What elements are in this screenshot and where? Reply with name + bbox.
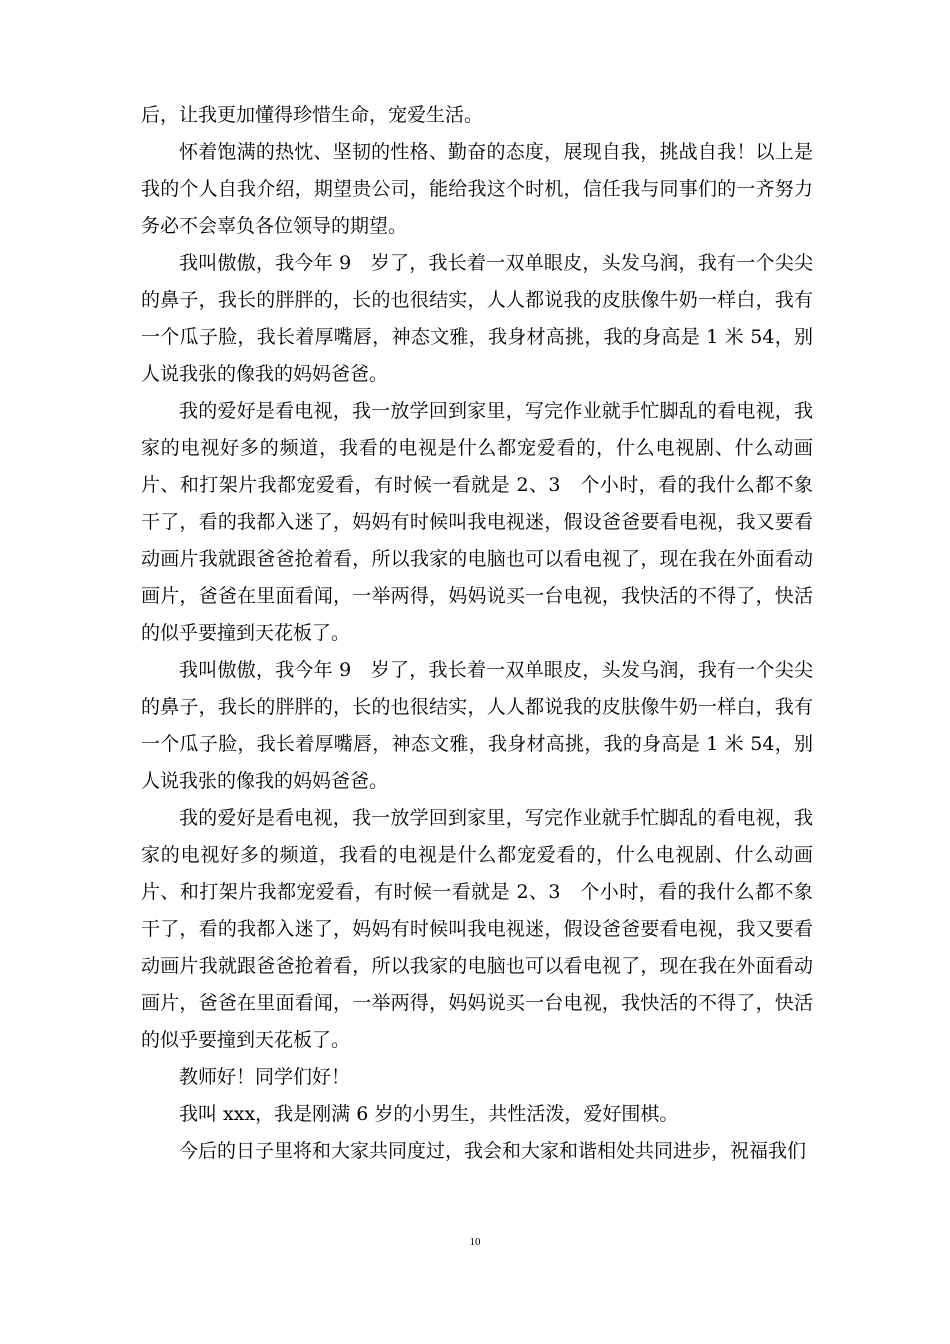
paragraph-3: 我叫傲傲，我今年 9 岁了，我长着一双单眼皮，头发乌润，我有一个尖尖的鼻子，我长的胖胖的，长的也很结实，人人都说我的皮肤像牛奶一样白，我有一个瓜子脸，我长着厚嘴唇，神态文雅，我身材高挑，我的身高是 1 米 54，别人说我张的像我的妈妈爸爸。 — [141, 252, 813, 385]
paragraph-8: 我叫 xxx，我是刚满 6 岁的小男生，共性活泼，爱好围棋。 — [179, 1103, 679, 1125]
page-number: 10 — [469, 1236, 481, 1248]
document-body — [141, 97, 813, 1170]
paragraph-6: 我的爱好是看电视，我一放学回到家里，写完作业就手忙脚乱的看电视，我家的电视好多的频道，我看的电视是什么都宠爱看的，什么电视剧、什么动画片、和打架片我都宠爱看，有时候一看就是 2、3 个小时，看的我什么都不象干了，看的我都入迷了，妈妈有时候叫我电视迷，假设爸爸要看电视，我又要看动画片我就跟爸爸抢着看，所以我家的电脑也可以看电视了，现在我在外面看动画片，爸爸在里面看闻，一举两得，妈妈说买一台电视，我快活的不得了，快活的似乎要撞到天花板了。 — [141, 807, 813, 1051]
paragraph-4: 我的爱好是看电视，我一放学回到家里，写完作业就手忙脚乱的看电视，我家的电视好多的频道，我看的电视是什么都宠爱看的，什么电视剧、什么动画片、和打架片我都宠爱看，有时候一看就是 2、3 个小时，看的我什么都不象干了，看的我都入迷了，妈妈有时候叫我电视迷，假设爸爸要看电视，我又要看动画片我就跟爸爸抢着看，所以我家的电脑也可以看电视了，现在我在外面看动画片，爸爸在里面看闻，一举两得，妈妈说买一台电视，我快活的不得了，快活的似乎要撞到天花板了。 — [141, 400, 813, 644]
paragraph-1: 后，让我更加懂得珍惜生命，宠爱生活。 — [141, 104, 484, 126]
paragraph-5: 我叫傲傲，我今年 9 岁了，我长着一双单眼皮，头发乌润，我有一个尖尖的鼻子，我长的胖胖的，长的也很结实，人人都说我的皮肤像牛奶一样白，我有一个瓜子脸，我长着厚嘴唇，神态文雅，我身材高挑，我的身高是 1 米 54，别人说我张的像我的妈妈爸爸。 — [141, 659, 813, 792]
paragraph-9: 今后的日子里将和大家共同度过，我会和大家和谐相处共同进步，祝福我们 — [179, 1140, 807, 1162]
paragraph-7: 教师好！同学们好！ — [179, 1066, 351, 1088]
paragraph-2: 怀着饱满的热忱、坚韧的性格、勤奋的态度，展现自我，挑战自我！以上是我的个人自我介绍，期望贵公司，能给我这个时机，信任我与同事们的一齐努力务必不会辜负各位领导的期望。 — [141, 141, 813, 237]
